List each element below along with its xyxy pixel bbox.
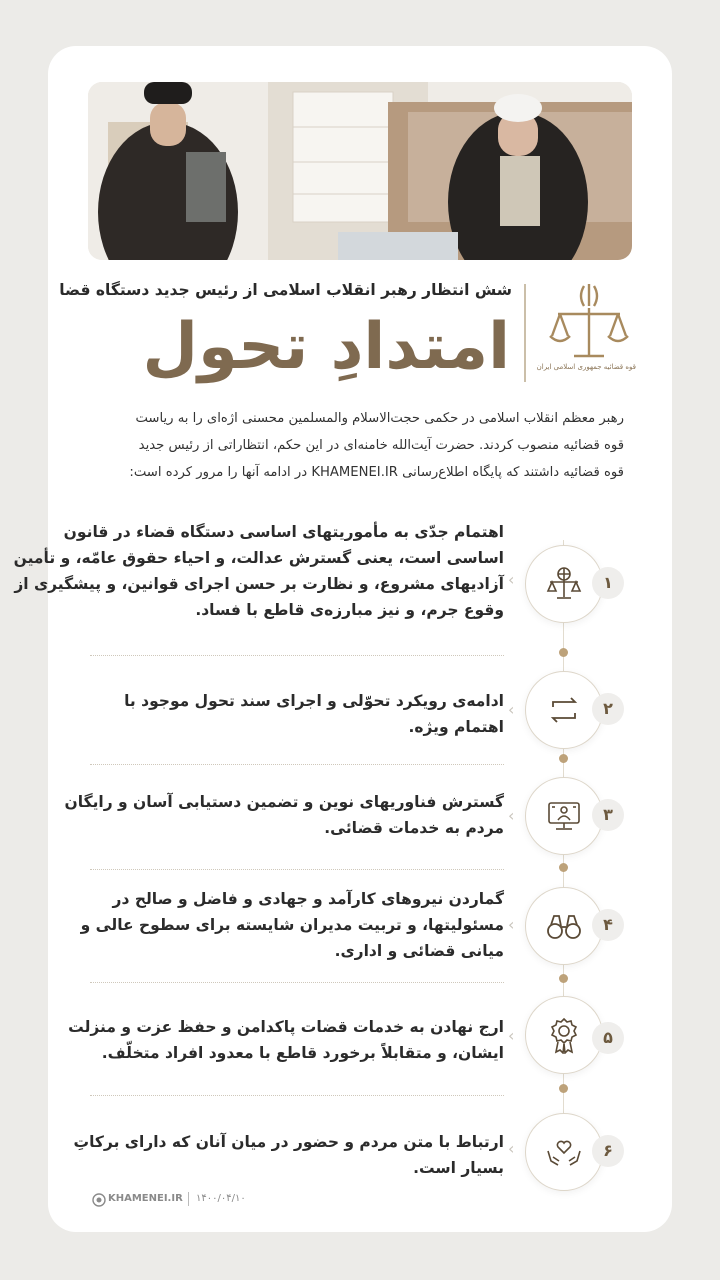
list-item (68, 1014, 504, 1066)
item-number: ۶ (592, 1135, 624, 1167)
intro-line: قوه قضائیه منصوب کردند. حضرت آیت‌الله خامنه‌ای در این حکم، انتظاراتی از رئیس جدید (138, 438, 624, 453)
timeline-dot (559, 648, 568, 657)
item-text-line: وقوع جرم، و نیز مبارزه‌ی قاطع با فساد. (195, 601, 504, 619)
item-separator (90, 1095, 504, 1096)
list-item (73, 1129, 504, 1181)
site-logo-icon (92, 1193, 106, 1207)
item-number: ۴ (592, 909, 624, 941)
timeline-dot (559, 754, 568, 763)
item-text-line: ادامه‌ی رویکرد تحوّلی و اجرای سند تحول موجود با (124, 692, 504, 710)
list-item (64, 789, 504, 841)
page-subtitle: شش انتظار رهبر انقلاب اسلامی از رئیس جدید دستگاه قضا (59, 281, 512, 299)
item-text-line: گماردن نیروهای کارآمد و جهادی و فاضل و صالح در (112, 890, 504, 908)
chevron-left-icon: ‹ (508, 700, 515, 719)
chevron-left-icon: ‹ (508, 915, 515, 934)
chevron-left-icon: ‹ (508, 1026, 515, 1045)
item-text-line: آزادیهای مشروع، و نظارت بر حسن اجرای قوانین، و پیشگیری از (14, 575, 504, 593)
online-service-icon (545, 797, 583, 835)
intro-line: رهبر معظم انقلاب اسلامی در حکمی حجت‌الاسلام والمسلمین محسنی اژه‌ای را به ریاست (135, 411, 624, 426)
item-separator (90, 982, 504, 983)
item-separator (90, 869, 504, 870)
item-text-line: بسیار است. (413, 1159, 504, 1177)
item-text-line: اهتمام ویژه. (408, 718, 504, 736)
item-text-line: ارج نهادن به خدمات قضات پاکدامن و حفظ عزت و منزلت (68, 1018, 504, 1036)
timeline-dot (559, 974, 568, 983)
site-name: KHAMENEI.IR (108, 1193, 183, 1204)
arrows-exchange-icon (545, 691, 583, 729)
chevron-left-icon: ‹ (508, 1139, 515, 1158)
item-separator (90, 655, 504, 656)
chevron-left-icon: ‹ (508, 570, 515, 589)
item-number: ۵ (592, 1022, 624, 1054)
item-separator (90, 764, 504, 765)
item-text-line: گسترش فناوریهای نوین و تضمین دستیابی آسان و رایگان (64, 793, 504, 811)
list-item (13, 519, 504, 623)
item-text-line: مسئولیتها، و تربیت مدیران شایسته برای سطوح عالی و (80, 916, 504, 934)
award-badge-icon (545, 1016, 583, 1054)
timeline-dot (559, 863, 568, 872)
emblem-caption: قوه قضائیه جمهوری اسلامی ایران (536, 363, 636, 371)
hands-heart-icon (545, 1133, 583, 1171)
chevron-left-icon: ‹ (508, 806, 515, 825)
item-text-line: ارتباط با متن مردم و حضور در میان آنان که دارای برکاتِ (73, 1133, 504, 1151)
item-text-line: اهتمام جدّی به مأموریتهای اساسی دستگاه قضاء در قانون (63, 523, 504, 541)
item-text-line: مردم به خدمات قضائی. (324, 819, 504, 837)
publish-date: ۱۴۰۰/۰۴/۱۰ (196, 1193, 246, 1204)
page-title: امتدادِ تحول (142, 310, 510, 384)
item-text-line: اساسی است، یعنی گسترش عدالت، و احیاء حقوق عامّه، و تأمین (13, 549, 504, 567)
intro-line: قوه قضائیه داشتند که پایگاه اطلاع‌رسانی KHAMENEI.IR در ادامه آنها را مرور کرده است: (129, 465, 624, 480)
scales-globe-icon (545, 565, 583, 603)
item-text-line: میانی قضائی و اداری. (334, 942, 504, 960)
item-number: ۳ (592, 799, 624, 831)
footer-divider (188, 1192, 189, 1206)
footer (88, 1190, 388, 1210)
timeline-dot (559, 1084, 568, 1093)
item-number: ۲ (592, 693, 624, 725)
item-text-line: ایشان، و متقابلاً برخورد قاطع با معدود افراد متخلّف. (101, 1044, 504, 1062)
list-item (80, 886, 504, 964)
list-item (80, 688, 504, 740)
binoculars-icon (545, 907, 583, 945)
item-number: ۱ (592, 567, 624, 599)
